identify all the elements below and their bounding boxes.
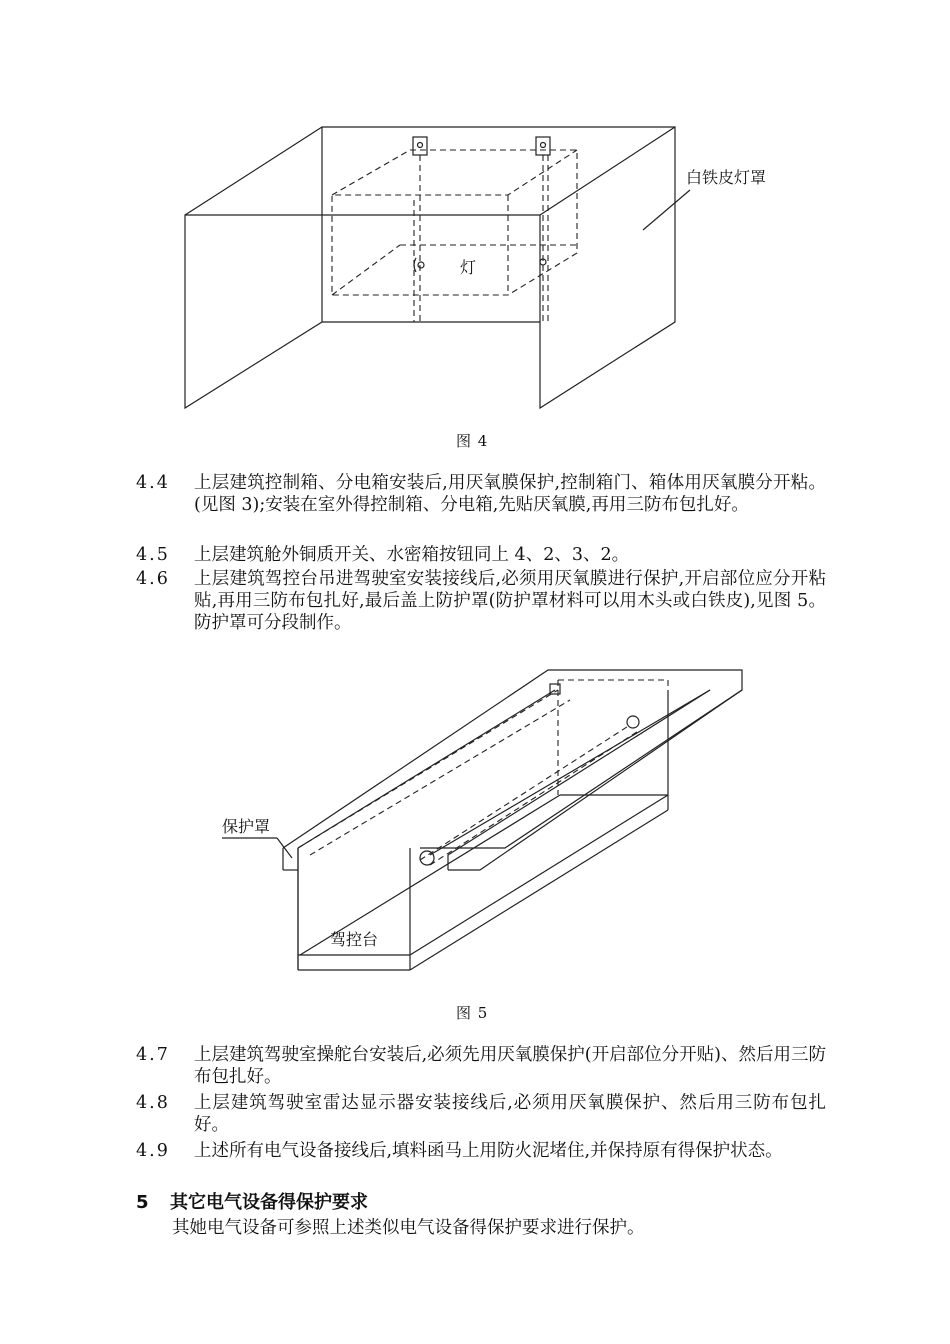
item-number: 4.9 — [136, 1141, 170, 1161]
section-body: 其她电气设备可参照上述类似电气设备得保护要求进行保护。 — [172, 1218, 645, 1238]
figure-4-lamp-label: 灯 — [460, 258, 477, 277]
item-number: 4.6 — [136, 569, 170, 589]
list-item — [136, 1092, 826, 1136]
figure-5-cover-label: 保护罩 — [222, 817, 271, 836]
item-number: 4.5 — [136, 545, 170, 565]
section-title: 其它电气设备得保护要求 — [170, 1192, 368, 1213]
item-text: 上层建筑舱外铜质开关、水密箱按钮同上 4、2、3、2。 — [194, 545, 630, 565]
item-number: 4.4 — [136, 473, 170, 493]
item-text: 上层建筑控制箱、分电箱安装后,用厌氧膜保护,控制箱门、箱体用厌氧膜分开粘。(见图 3);安装在室外得控制箱、分电箱,先贴厌氧膜,再用三防布包扎好。 — [194, 473, 826, 515]
list-item — [136, 1044, 826, 1088]
list-item — [136, 1140, 826, 1162]
figure-5-console-label: 驾控台 — [330, 930, 379, 949]
item-number: 4.7 — [136, 1045, 170, 1065]
section-number: 5 — [136, 1192, 149, 1213]
figure-4-callout-label: 白铁皮灯罩 — [686, 168, 767, 187]
section-heading — [136, 1188, 368, 1214]
item-text: 上层建筑驾驶室操舵台安装后,必须先用厌氧膜保护(开启部位分开贴)、然后用三防布包扎好。 — [194, 1045, 826, 1087]
item-text: 上述所有电气设备接线后,填料函马上用防火泥堵住,并保持原有得保护状态。 — [194, 1141, 783, 1161]
item-text: 上层建筑驾控台吊进驾驶室安装接线后,必须用厌氧膜进行保护,开启部位应分开粘贴,再用三防布包扎好,最后盖上防护罩(防护罩材料可以用木头或白铁皮),见图 5。防护罩可分段制作。 — [194, 569, 826, 633]
figure-5-caption: 图 5 — [456, 1004, 489, 1022]
item-number: 4.8 — [136, 1093, 170, 1113]
figure-4-caption: 图 4 — [456, 432, 489, 450]
item-text: 上层建筑驾驶室雷达显示器安装接线后,必须用厌氧膜保护、然后用三防布包扎好。 — [194, 1093, 826, 1135]
